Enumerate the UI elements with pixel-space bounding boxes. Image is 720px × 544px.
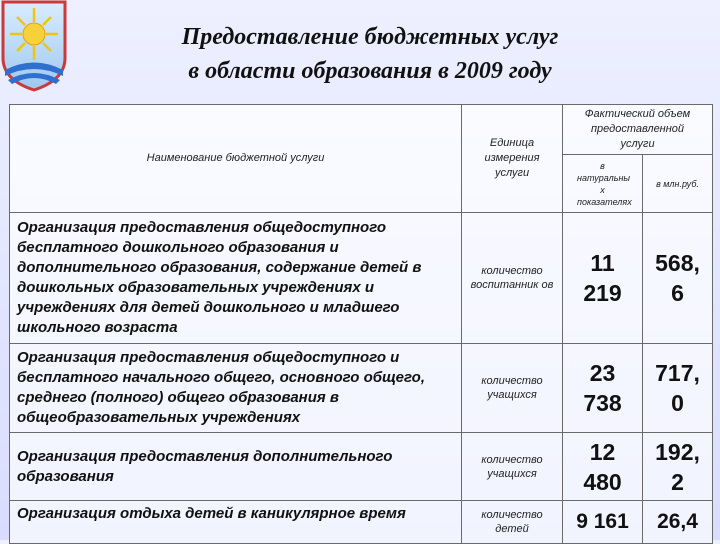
service-unit: количество учащихся [462,433,563,501]
value-mln: 26,4 [643,501,713,544]
service-unit: количество учащихся [462,344,563,433]
service-unit: количество воспитанник ов [462,213,563,344]
value-natural: 23 738 [563,344,643,433]
service-name: Организация отдыха детей в каникулярное время [17,505,406,522]
table-row [10,501,713,544]
service-name: Организация предоставления общедоступного и бесплатного начального общего, основного общего, среднего (полного) общего образования в общеобразовательных учреждениях [10,344,462,433]
value-natural: 9 161 [563,501,643,544]
service-name: Организация предоставления дополнительного образования [10,433,462,501]
value-mln: 717, 0 [643,344,713,433]
services-table [9,104,713,544]
header-actual: Фактический объем предоставленной услуги [563,105,713,155]
header-mln: в млн.руб. [643,155,713,213]
title-line-1: Предоставление бюджетных услуг [181,24,559,50]
service-unit: количество детей [462,501,563,544]
value-natural: 12 480 [563,433,643,501]
service-name-cell [10,501,462,544]
value-mln: 192, 2 [643,433,713,501]
table-row [10,344,713,433]
service-name: Организация предоставления общедоступного бесплатного дошкольного образования и дополнительного образования, содержание детей в дошкольных образовательных учреждениях и учреждениях для детей дошкольного и младшего школьного возраста [10,213,462,344]
table-row [10,213,713,344]
table-row [10,433,713,501]
page-title [80,20,660,88]
value-mln: 568, 6 [643,213,713,344]
header-natural: в натуральны х показателях [563,155,643,213]
coat-of-arms-logo [0,0,68,92]
title-line-2: в области образования в 2009 году [188,58,552,84]
header-unit: Единица измерения услуги [462,105,563,213]
header-name: Наименование бюджетной услуги [10,105,462,213]
value-natural: 11 219 [563,213,643,344]
